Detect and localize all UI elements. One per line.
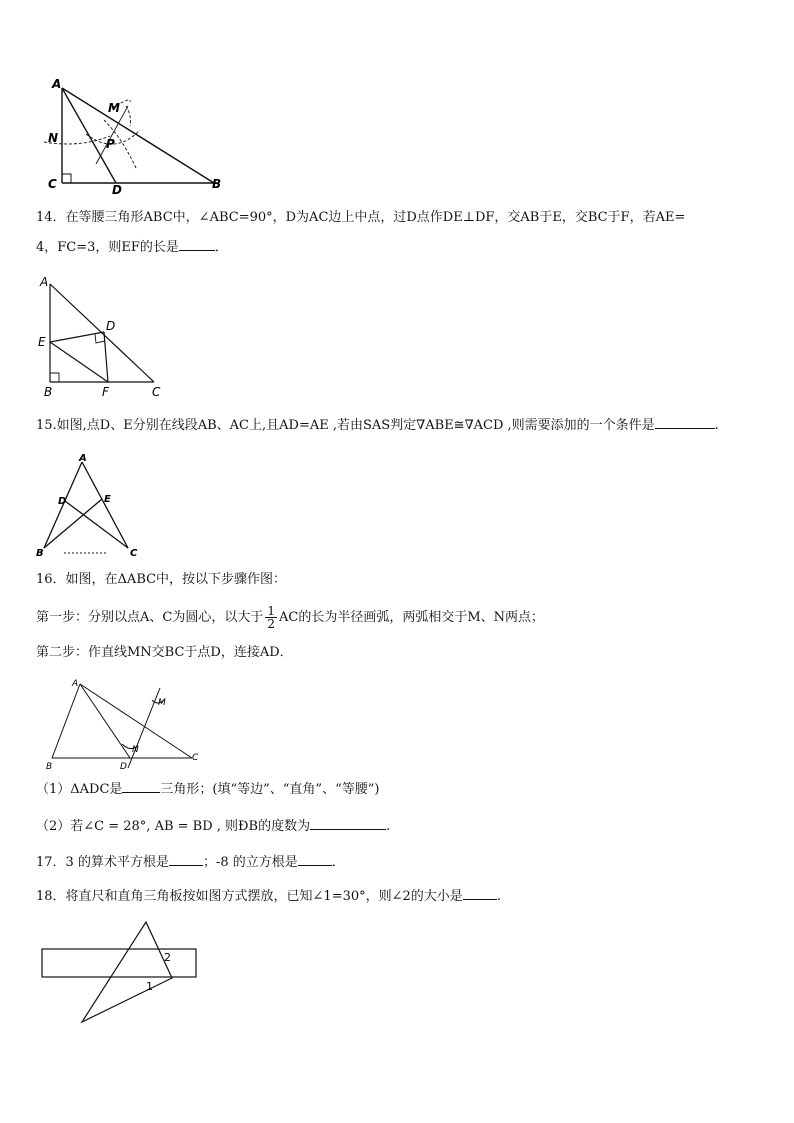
label-c: C — [130, 548, 138, 558]
q18-end: . — [496, 889, 501, 904]
figure-q14-triangle — [36, 272, 176, 400]
part1-suffix: 三角形；(填“等边”、“直角”、“等腰”) — [160, 782, 380, 797]
question-15-end: . — [714, 418, 719, 433]
label-f: F — [102, 385, 109, 399]
question-15-text: 15.如图,点D、E分别在线段AB、AC上,且AD=AE ,若由SAS判定∇ABE≅∇ACD ,则需要添加的一个条件是 — [36, 418, 655, 433]
part2-prefix: （2）若∠C = 28°, AB = BD , 则ÐB的度数为 — [36, 819, 311, 834]
question-16-step1 — [36, 605, 770, 630]
label-d: D — [112, 183, 122, 196]
fraction-one-half — [265, 605, 277, 630]
label-a: A — [72, 679, 79, 689]
answer-blank-17-2[interactable] — [298, 851, 332, 866]
question-14-end: ． — [214, 240, 228, 255]
q17-middle: ；-8 的立方根是 — [202, 855, 298, 870]
label-d: D — [58, 496, 67, 507]
angle-2-label: 2 — [164, 951, 171, 964]
label-n: N — [132, 745, 139, 755]
answer-blank-16-2[interactable] — [310, 815, 386, 830]
figure-q16-triangle — [40, 676, 220, 776]
label-b: B — [46, 762, 53, 772]
question-16-step2 — [36, 643, 770, 663]
step2-text: 第二步：作直线MN交BC于点D，连接AD． — [36, 645, 293, 660]
answer-blank-17-1[interactable] — [169, 851, 203, 866]
question-17 — [36, 851, 770, 873]
label-c: C — [192, 753, 199, 763]
label-a: A — [52, 77, 62, 91]
label-a: A — [79, 453, 87, 464]
part2-suffix: . — [386, 819, 391, 834]
angle-1-label: 1 — [146, 980, 153, 993]
q18-prefix: 18．将直尺和直角三角板按如图方式摆放，已知∠1=30°，则∠2的大小是 — [36, 889, 463, 904]
step1-suffix: AC的长为半径画弧，两弧相交于M、N两点； — [278, 610, 545, 625]
label-m: M — [158, 698, 166, 708]
question-14-line2: 4，FC=3，则EF的长是 — [36, 240, 179, 255]
figure-q13-triangle — [40, 76, 240, 196]
answer-blank-16-1[interactable] — [122, 778, 160, 793]
part1-prefix: （1）ΔADC是 — [36, 782, 123, 797]
label-p: P — [106, 137, 115, 151]
question-16-part1 — [36, 778, 770, 800]
label-d: D — [106, 319, 116, 333]
question-18 — [36, 885, 770, 907]
label-m: M — [108, 101, 120, 115]
step1-prefix: 第一步：分别以点A、C为圆心，以大于 — [36, 610, 264, 625]
label-c: C — [152, 385, 161, 399]
question-16-part2 — [36, 815, 770, 837]
question-14 — [36, 208, 770, 258]
question-14-line2-row — [36, 236, 770, 258]
question-16 — [36, 570, 770, 590]
label-e: E — [38, 335, 46, 349]
question-16-intro: 16．如图，在ΔABC中，按以下步骤作图： — [36, 572, 287, 587]
figure-q15-triangle — [34, 452, 144, 558]
answer-blank-14[interactable] — [179, 236, 215, 251]
label-b: B — [212, 177, 222, 191]
label-b: B — [36, 548, 44, 558]
q17-end: ． — [331, 855, 345, 870]
question-14-line1: 14．在等腰三角形ABC中，∠ABC=90°，D为AC边上中点，过D点作DE⊥DF，交AB于E，交BC于F，若AE= — [36, 210, 686, 225]
label-e: E — [104, 494, 111, 505]
answer-blank-18[interactable] — [463, 885, 497, 900]
label-b: B — [44, 385, 53, 399]
label-n: N — [48, 131, 59, 145]
label-d: D — [120, 762, 127, 772]
label-a: A — [40, 275, 49, 289]
figure-q18-ruler-triangle — [38, 918, 208, 1028]
fraction-numerator: 1 — [267, 604, 275, 618]
answer-blank-15[interactable] — [655, 414, 715, 429]
fraction-denominator: 2 — [267, 617, 275, 631]
q17-prefix: 17．3 的算术平方根是 — [36, 855, 169, 870]
question-15 — [36, 414, 770, 436]
label-c: C — [48, 177, 57, 191]
